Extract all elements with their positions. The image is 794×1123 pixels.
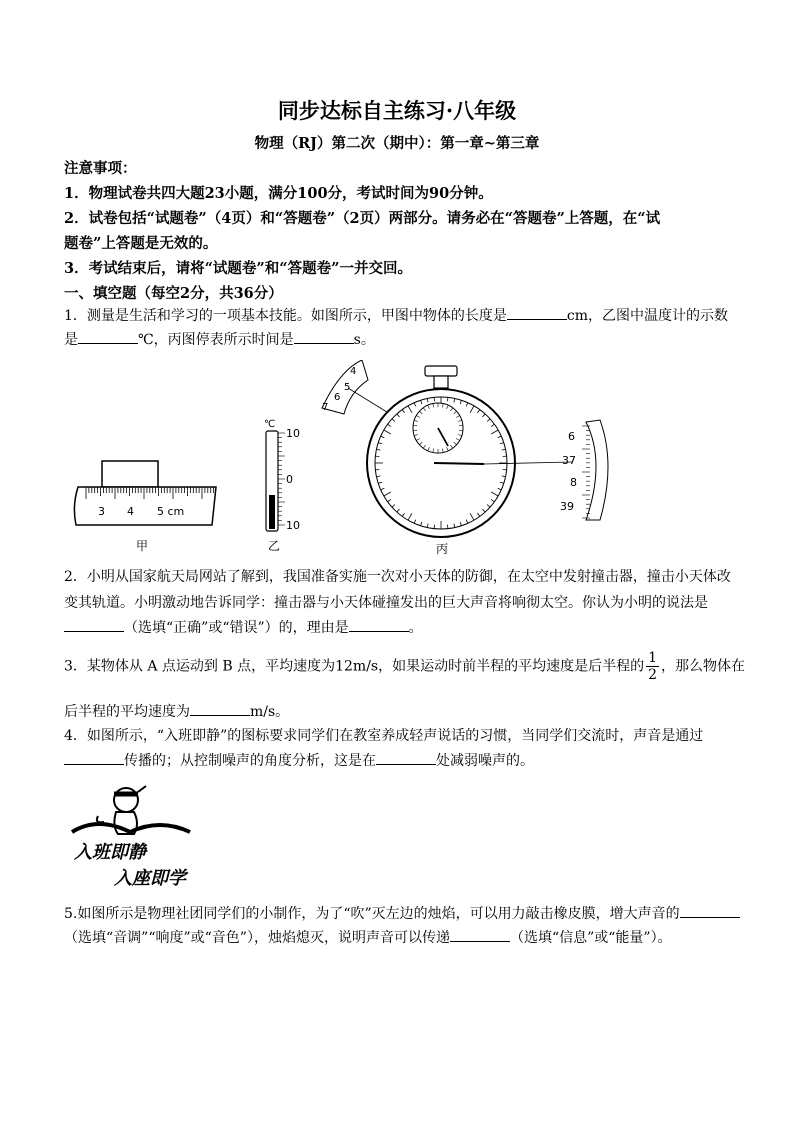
answer-blank[interactable] — [78, 329, 138, 344]
q4-text-a: 传播的；从控制噪声的角度分析，这是在 — [124, 753, 376, 769]
note-item-2: 2．试卷包括“试题卷”（4页）和“答题卷”（2页）两部分。请务必在“答题卷”上答题，在“试 — [64, 210, 661, 227]
caption-yi: 乙 — [268, 539, 281, 553]
fraction-denominator: 2 — [648, 667, 658, 683]
inset-label: 7 — [322, 402, 329, 413]
q2-line1: 2．小明从国家航天局网站了解到，我国准备实施一次对小天体的防御，在太空中发射撞击器，撞击小天体改 — [64, 569, 731, 585]
q3-text-a: 3．某物体从 A 点运动到 B 点，平均速度为12m/s，如果运动时前半程的平均速度是后半程的 — [64, 658, 645, 675]
q3-line1 — [64, 650, 745, 683]
icon-slogan-1: 入班即静 — [74, 842, 146, 863]
answer-blank[interactable] — [349, 617, 409, 632]
figure-hand — [97, 816, 104, 822]
answer-blank[interactable] — [680, 903, 740, 918]
headband-tail — [138, 786, 146, 792]
note-item-2-cont: 题卷”上答题是无效的。 — [64, 235, 218, 252]
page-title: 同步达标自主练习·八年级 — [277, 98, 517, 123]
fraction — [646, 650, 659, 683]
q4-line2 — [64, 750, 534, 772]
q5-line1 — [64, 903, 740, 925]
inset-label: 6 — [334, 392, 341, 403]
q1-text-c: 是 — [64, 332, 78, 348]
thermometer-unit: ℃ — [264, 419, 276, 430]
q3-text-b: ，那么物体在 — [661, 658, 746, 675]
inset-label: 5 — [344, 382, 351, 393]
section-heading: 一、填空题（每空2分，共36分） — [64, 285, 283, 302]
answer-blank[interactable] — [507, 305, 567, 320]
answer-blank[interactable] — [450, 927, 510, 942]
q3-text-c: 后半程的平均速度为 — [64, 704, 190, 720]
q4-line1: 4．如图所示，“入班即静”的图标要求同学们在教室养成轻声说话的习惯，当同学们交流时，声音是通过 — [64, 728, 704, 744]
ruler-tick-label: 5 cm — [157, 505, 185, 518]
thermometer-liquid — [269, 495, 275, 529]
answer-blank[interactable] — [294, 329, 354, 344]
q5-line2 — [64, 927, 672, 949]
thermometer-ticks — [278, 433, 285, 525]
magnified-label: 37 — [562, 454, 576, 467]
stopwatch-stem — [434, 376, 448, 388]
caption-bing: 丙 — [436, 542, 449, 556]
answer-blank[interactable] — [64, 617, 124, 632]
second-hand — [434, 463, 484, 464]
q5-text-b: （选填“音调”“响度”或“音色”），烛焰熄灭，说明声音可以传递 — [64, 930, 450, 946]
answer-blank[interactable] — [190, 701, 250, 716]
thermometer-label: 0 — [286, 473, 293, 486]
fraction-numerator: 1 — [648, 650, 658, 666]
ruler-figure — [72, 455, 222, 535]
q2-text-a: （选填“正确”或“错误”）的，理由是 — [124, 620, 349, 636]
q1-line1 — [64, 305, 728, 327]
q1-text-d: ℃，丙图停表所示时间是 — [138, 332, 294, 348]
q3-line2 — [64, 701, 289, 723]
answer-blank[interactable] — [376, 750, 436, 765]
q2-line3 — [64, 617, 423, 639]
q2-line2: 变其轨道。小明激动地告诉同学：撞击器与小天体碰撞发出的巨大声音将响彻太空。你认为小明的说法是 — [64, 595, 708, 611]
ruler-tick-label: 3 — [98, 505, 105, 518]
magnified-label: 8 — [570, 476, 577, 489]
quiet-classroom-icon — [68, 782, 198, 890]
q5-text-c: （选填“信息”或“能量”）。 — [509, 930, 672, 946]
magnified-label: 6 — [568, 430, 575, 443]
magnified-label: 39 — [560, 500, 574, 513]
ruler-tick-label: 4 — [127, 505, 134, 518]
answer-blank[interactable] — [64, 750, 124, 765]
thermometer-label: 10 — [286, 519, 300, 532]
ruler-body — [74, 487, 216, 525]
ruler-object — [102, 461, 158, 487]
q1-text-b: cm，乙图中温度计的示数 — [566, 308, 729, 324]
q5-text-a: 5.如图所示是物理社团同学们的小制作，为了“吹”灭左边的烛焰，可以用力敲击橡皮膜，增大声音的 — [64, 906, 680, 922]
page-subtitle: 物理（RJ）第二次（期中）：第一章~第三章 — [254, 135, 540, 152]
note-item-3: 3．考试结束后，请将“试题卷”和“答题卷”一并交回。 — [64, 260, 412, 277]
icon-slogan-2: 入座即学 — [114, 868, 186, 889]
caption-jia: 甲 — [136, 539, 149, 553]
q1-text-a: 1．测量是生活和学习的一项基本技能。如图所示，甲图中物体的长度是 — [64, 308, 507, 324]
stopwatch-crown — [425, 366, 457, 376]
q4-text-b: 处减弱噪声的。 — [436, 753, 534, 769]
q1-text-e: s。 — [353, 332, 375, 348]
q1-line2 — [64, 329, 375, 351]
q3-text-d: m/s。 — [250, 704, 290, 720]
note-item-1: 1．物理试卷共四大题23小题，满分100分，考试时间为90分钟。 — [64, 185, 493, 202]
thermometer-label: 10 — [286, 427, 300, 440]
stopwatch-figure — [310, 360, 620, 538]
magnified-ticks — [582, 426, 590, 518]
notes-heading: 注意事项： — [64, 160, 137, 177]
inset-label: 4 — [350, 366, 357, 377]
q2-text-b: 。 — [408, 620, 423, 636]
thermometer-figure — [258, 415, 308, 535]
